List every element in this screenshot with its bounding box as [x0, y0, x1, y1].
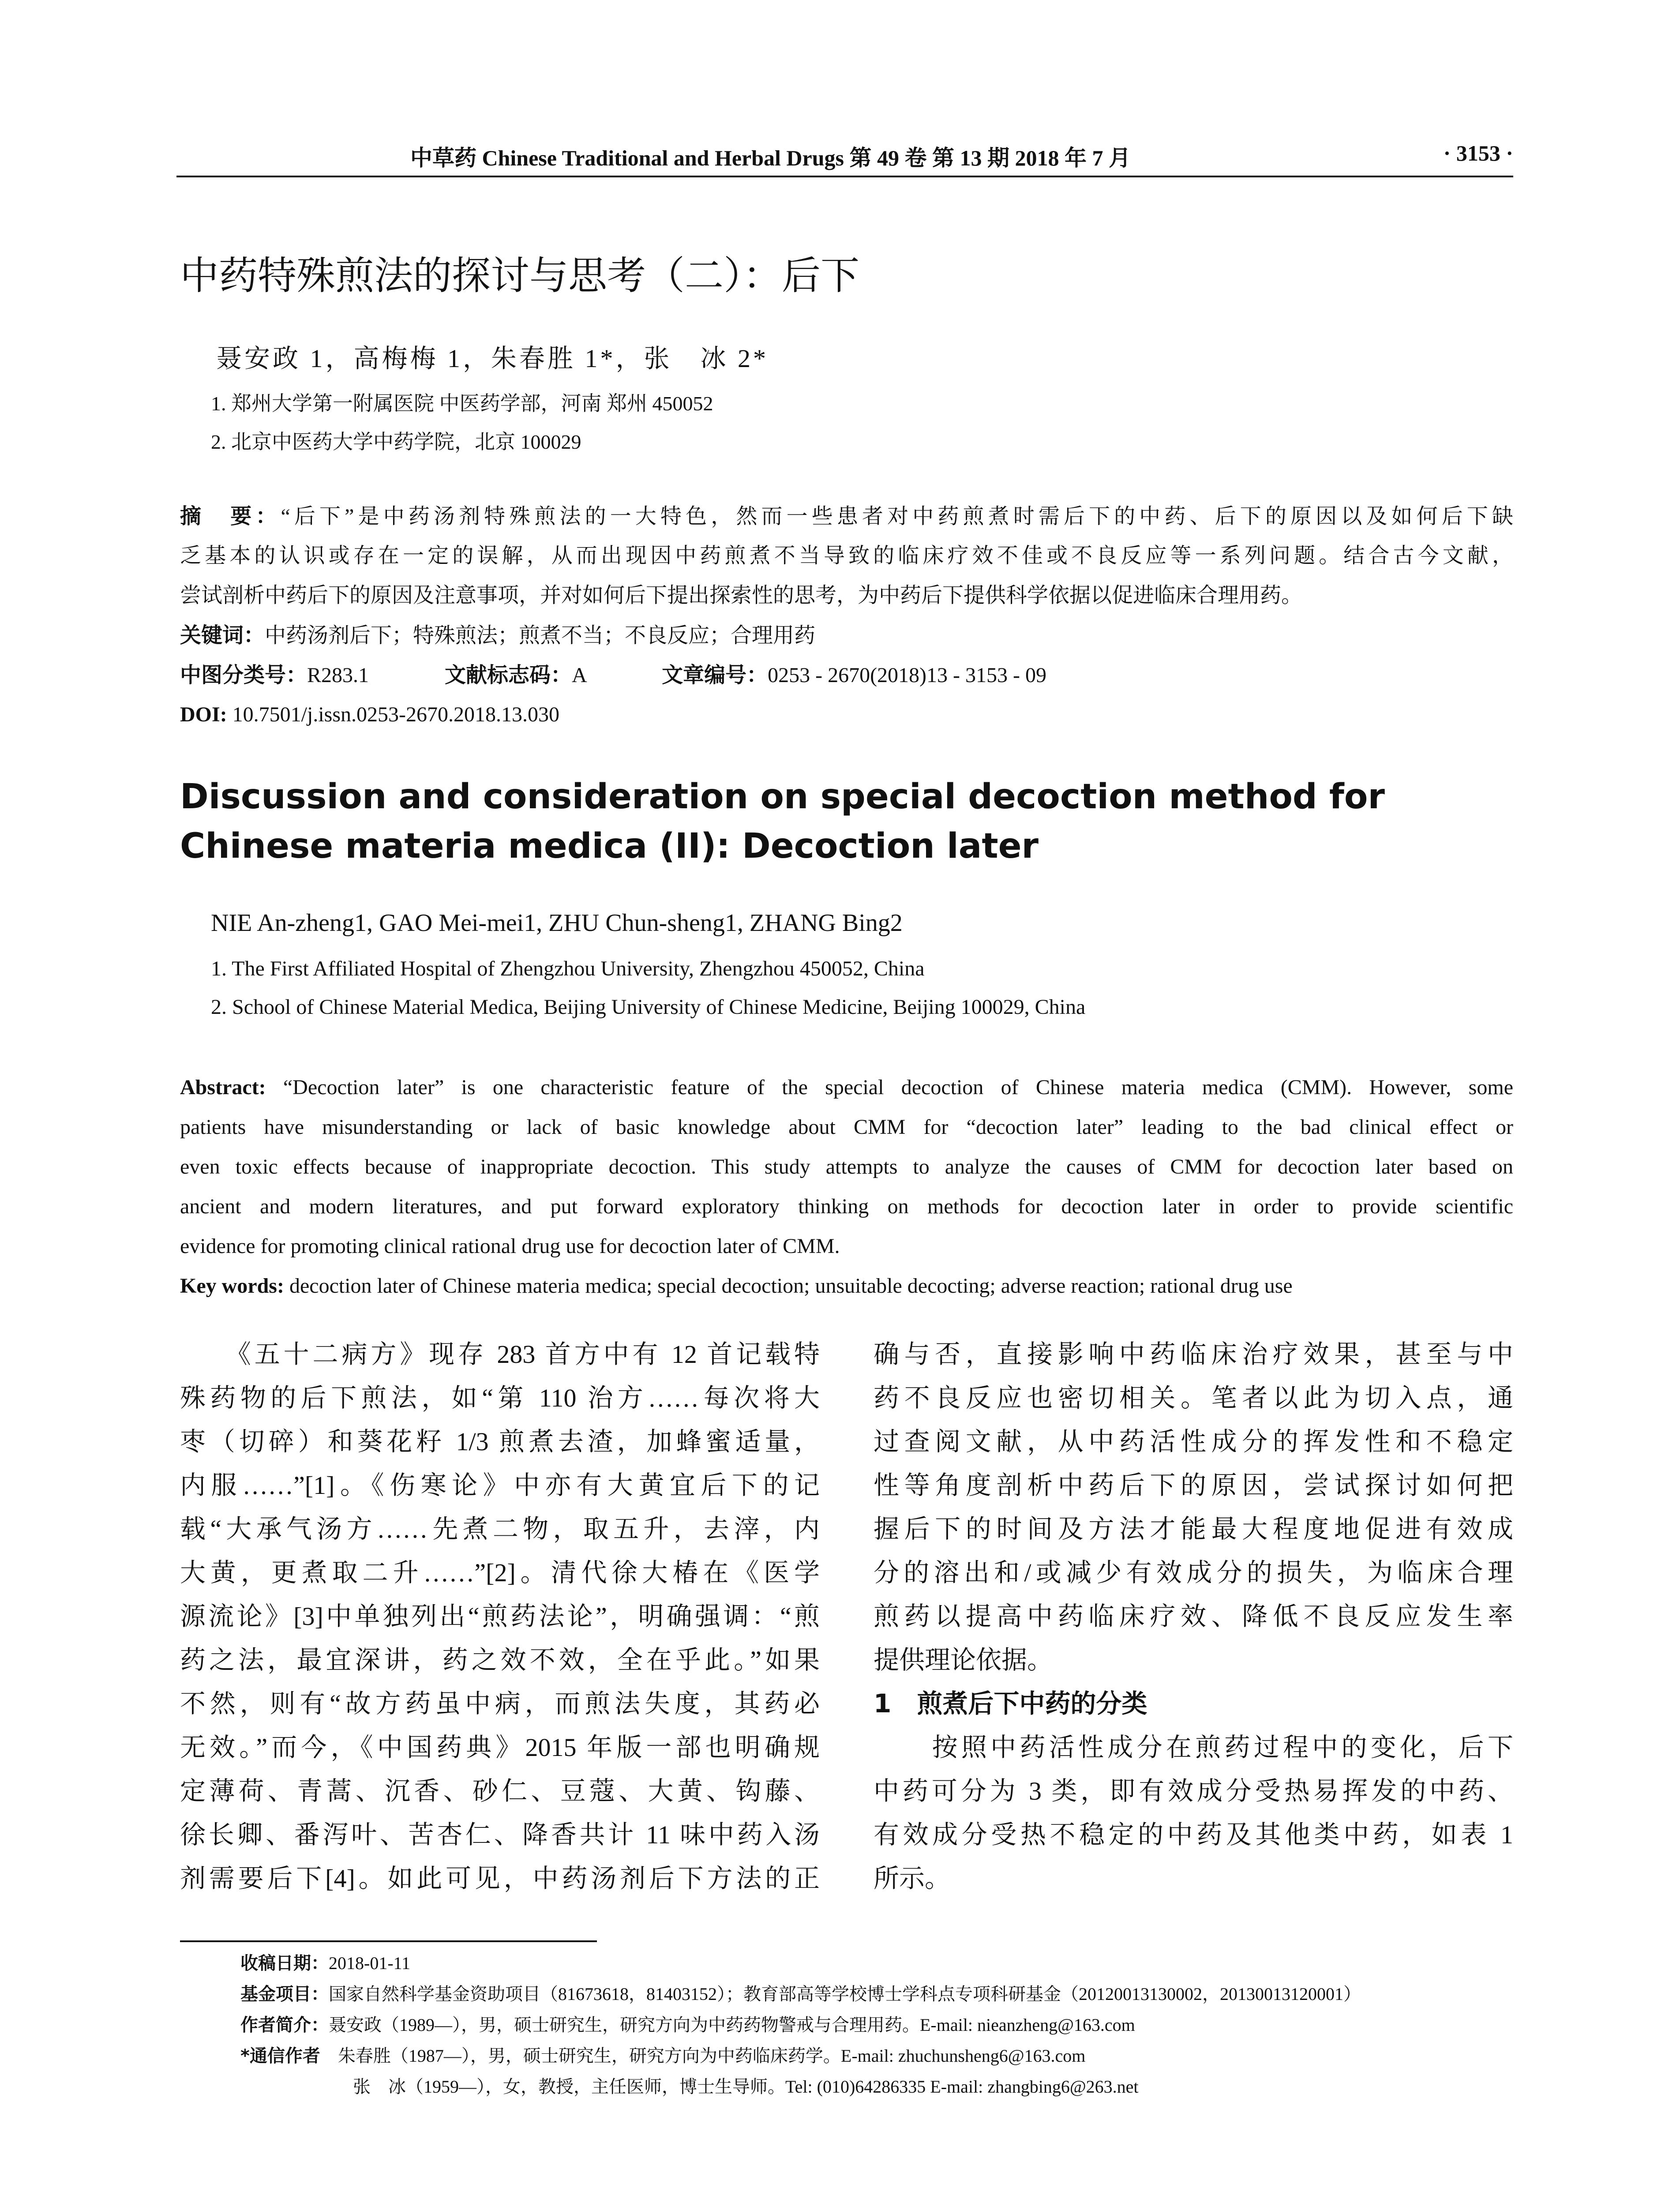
abstract-en-line-3: even toxic effects because of inappropriate decoction. This study attempts to analyze the causes of CMM for decoction later based on	[180, 1155, 1513, 1178]
affiliation-en-2: 2. School of Chinese Material Medica, Beijing University of Chinese Medicine, Beijing 100029, China	[211, 995, 1086, 1019]
body-line: 药之法，最宜深讲，药之效不效，全在乎此。”如果	[180, 1646, 820, 1674]
footnote-received: 收稿日期：2018-01-11	[240, 1953, 411, 1973]
body-line: 殊药物的后下煎法，如“第 110 治方……每次将大	[180, 1384, 820, 1412]
journal-info: 中草药 Chinese Traditional and Herbal Drugs 第 49 卷 第 13 期 2018 年 7 月	[410, 146, 1131, 170]
keywords-en-label: Key words:	[180, 1274, 284, 1298]
body-line: 剂需要后下[4]。如此可见，中药汤剂后下方法的正	[180, 1864, 820, 1893]
page-number: · 3153 ·	[1443, 141, 1513, 165]
abstract-cn-line-3: 尝试剖析中药后下的原因及注意事项，并对如何后下提出探索性的思考，为中药后下提供科学依据以促进临床合理用药。	[180, 584, 1303, 607]
body-line: 确与否，直接影响中药临床治疗效果，甚至与中	[874, 1340, 1513, 1369]
header-rule	[176, 176, 1513, 177]
abstract-cn-line-2: 乏基本的认识或存在一定的误解，从而出现因中药煎煮不当导致的临床疗效不佳或不良反应等一系列问题。结合古今文献，	[180, 544, 1513, 567]
body-line: 煎药以提高中药临床疗效、降低不良反应发生率	[874, 1602, 1513, 1631]
clc-value: R283.1	[307, 664, 369, 687]
body-line: 无效。”而今，《中国药典》2015 年版一部也明确规	[180, 1733, 820, 1762]
body-line: 定薄荷、青蒿、沉香、砂仁、豆蔻、大黄、钩藤、	[180, 1777, 820, 1805]
footnote-rule	[180, 1940, 597, 1942]
abstract-cn-label: 摘 要：	[180, 504, 281, 529]
abstract-en-line-2: patients have misunderstanding or lack of basic knowledge about CMM for “decoction later” leading to the bad clinical effect or	[180, 1115, 1513, 1139]
article-number-value: 0253 - 2670(2018)13 - 3153 - 09	[768, 664, 1046, 687]
keywords-en-text: decoction later of Chinese materia medica; special decoction; unsuitable decocting; adverse reaction; rational drug use	[284, 1274, 1293, 1298]
title-en: Discussion and consideration on special decoction method for Chinese materia medica (II): Decoction later	[180, 777, 1385, 866]
footnote-corresponding-2: 张 冰（1959—），女，教授，主任医师，博士生导师。Tel: (010)64286335 E-mail: zhangbing6@263.net	[353, 2077, 1139, 2097]
body-line: 徐长卿、番泻叶、苦杏仁、降香共计 11 味中药入汤	[180, 1820, 820, 1849]
keywords-cn-text: 中药汤剂后下；特殊煎法；煎煮不当；不良反应；合理用药	[265, 624, 816, 647]
body-line: 握后下的时间及方法才能最大程度地促进有效成	[874, 1515, 1513, 1543]
running-header	[176, 140, 1513, 176]
title-cn: 中药特殊煎法的探讨与思考（二）：后下	[180, 253, 860, 298]
affiliation-en-1: 1. The First Affiliated Hospital of Zhengzhou University, Zhengzhou 450052, China	[211, 957, 925, 980]
body-left-column	[180, 1332, 820, 1900]
clc-label: 中图分类号：	[180, 663, 308, 687]
doi-line	[180, 695, 1513, 735]
authors-en-text: NIE An-zheng1, GAO Mei-mei1, ZHU Chun-sheng1, ZHANG Bing2	[211, 909, 903, 937]
body-line: 源流论》[3]中单独列出“煎药法论”，明确强调：“煎	[180, 1602, 820, 1631]
body-line: 内服……”[1]。《伤寒论》中亦有大黄宜后下的记	[180, 1471, 820, 1500]
body-line: 载“大承气汤方……先煮二物，取五升，去滓，内	[180, 1515, 820, 1543]
footnote-author-bio: 作者简介：聂安政（1989—），男，硕士研究生，研究方向为中药药物警戒与合理用药。E-mail: nieanzheng@163.com	[240, 2015, 1135, 2035]
abstract-en-line-1: Abstract: “Decoction later” is one characteristic feature of the special decoction of Chinese materia medica (CMM). However, some	[180, 1076, 1513, 1099]
doi-value: 10.7501/j.issn.0253-2670.2018.13.030	[232, 703, 560, 726]
abstract-en-label: Abstract:	[180, 1076, 266, 1099]
body-line: 所示。	[874, 1864, 951, 1893]
abstract-en-line-4: ancient and modern literatures, and put forward exploratory thinking on methods for decoction later in order to provide scientific	[180, 1195, 1513, 1218]
article-number-label: 文章编号：	[662, 663, 768, 687]
keywords-cn-label: 关键词：	[180, 623, 265, 648]
body-line: 分的溶出和/或减少有效成分的损失，为临床合理	[874, 1558, 1513, 1587]
section-heading-1: 1 煎煮后下中药的分类	[874, 1688, 1148, 1718]
body-line: 药不良反应也密切相关。笔者以此为切入点，通	[874, 1384, 1513, 1412]
body-line: 提供理论依据。	[874, 1646, 1053, 1674]
abstract-cn-line-1: 摘 要：“后下”是中药汤剂特殊煎法的一大特色，然而一些患者对中药煎煮时需后下的中药、后下的原因以及如何后下缺	[180, 504, 1513, 529]
doi-label: DOI:	[180, 703, 227, 726]
body-line: 枣（切碎）和葵花籽 1/3 煎煮去渣，加蜂蜜适量，	[180, 1427, 820, 1456]
footnote-fund: 基金项目：国家自然科学基金资助项目（81673618，81403152）；教育部高等学校博士学科点专项科研基金（20120013130002，20130013120001）	[240, 1984, 1361, 2004]
affiliation-cn-2: 2. 北京中医药大学中药学院，北京 100029	[211, 431, 581, 453]
body-line: 中药可分为 3 类，即有效成分受热易挥发的中药、	[874, 1777, 1513, 1805]
authors-en	[211, 909, 903, 937]
keywords-en	[180, 1266, 1513, 1306]
body-line: 有效成分受热不稳定的中药及其他类中药，如表 1	[874, 1820, 1513, 1849]
doc-code-label: 文献标志码：	[445, 663, 572, 687]
footnote-corresponding-1: *通信作者 朱春胜（1987—），男，硕士研究生，研究方向为中药临床药学。E-mail: zhuchunsheng6@163.com	[240, 2046, 1086, 2066]
body-line: 不然，则有“故方药虽中病，而煎法失度，其药必	[180, 1689, 820, 1718]
authors-cn	[216, 338, 769, 375]
body-right-column	[874, 1332, 1513, 1900]
body-line: 按照中药活性成分在煎药过程中的变化，后下	[874, 1733, 1513, 1762]
affiliation-cn-1: 1. 郑州大学第一附属医院 中医药学部，河南 郑州 450052	[211, 392, 713, 415]
body-line: 大黄，更煮取二升……”[2]。清代徐大椿在《医学	[180, 1558, 820, 1587]
doc-code-value: A	[572, 664, 586, 687]
keywords-cn	[180, 615, 1513, 656]
body-line: 过查阅文献，从中药活性成分的挥发性和不稳定	[874, 1427, 1513, 1456]
authors-cn-text: 聂安政 1，高梅梅 1，朱春胜 1*，张 冰 2*	[216, 344, 769, 373]
body-line: 性等角度剖析中药后下的原因，尝试探讨如何把	[874, 1471, 1513, 1500]
classification-line	[180, 655, 1513, 695]
body-line: 《五十二病方》现存 283 首方中有 12 首记载特	[180, 1340, 820, 1369]
abstract-en-line-5: evidence for promoting clinical rational drug use for decoction later of CMM.	[180, 1234, 840, 1258]
